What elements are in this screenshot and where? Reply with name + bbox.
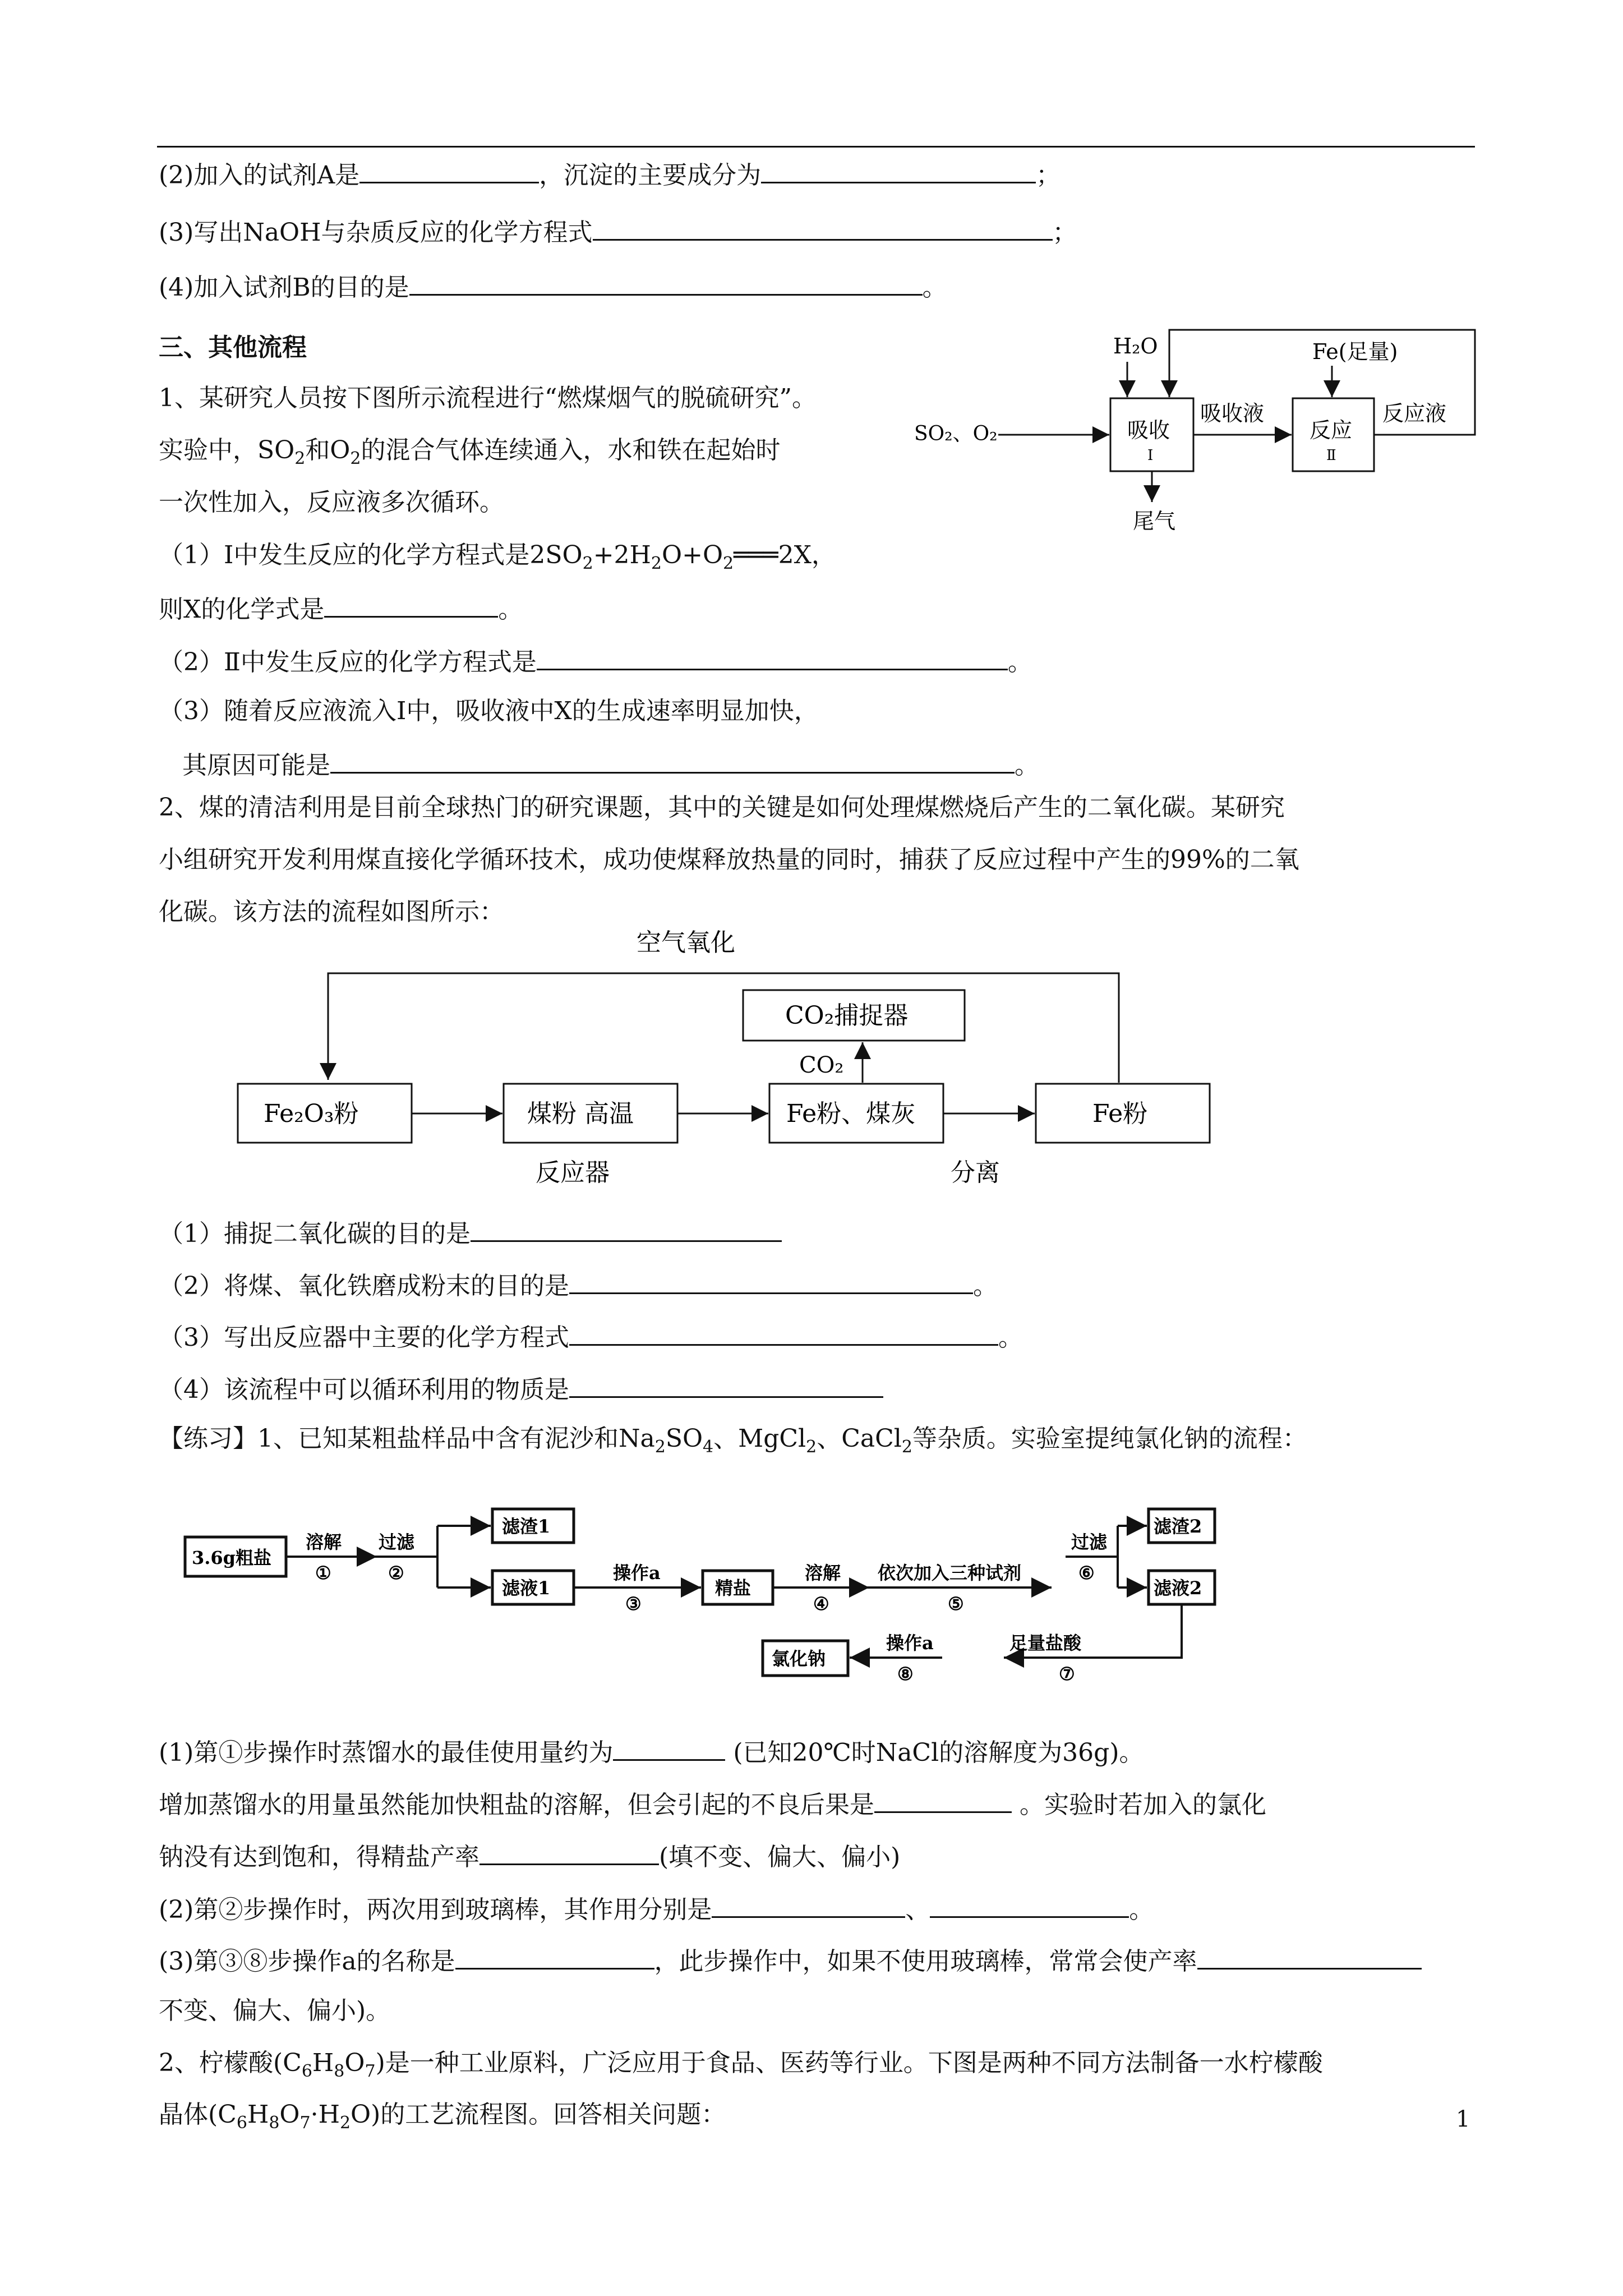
step2-num: ②: [388, 1562, 404, 1584]
practice-q3-line2: 不变、偏大、偏小)。: [159, 1996, 391, 2025]
filtrate1-label: 滤液1: [502, 1577, 551, 1599]
air-oxidation-label: 空气氧化: [637, 928, 735, 957]
p1-line3: 一次性加入，反应液多次循环。: [159, 488, 504, 517]
p2-line2: 小组研究开发利用煤直接化学循环技术，成功使煤释放热量的同时，捕获了反应过程中产生的99%的二氧: [159, 845, 1299, 874]
answer-blank[interactable]: [613, 1733, 725, 1761]
input-label: SO₂、O₂: [914, 422, 998, 445]
answer-blank[interactable]: [1197, 1942, 1422, 1970]
p2-q4: （4）该流程中可以循环利用的物质是: [159, 1370, 883, 1407]
reactor-label: 反应器: [536, 1158, 610, 1187]
p2-line3: 化碳。该方法的流程如图所示：: [159, 898, 504, 926]
q2-line: (2)加入的试剂A是 ，沉淀的主要成分为 ；: [159, 156, 1061, 192]
step5-label: 依次加入三种试剂: [878, 1562, 1022, 1584]
p1-q1: （1）Ⅰ中发生反应的化学方程式是$2SO_2+2H_2O+O_2═══2X$，: [159, 541, 836, 573]
answer-blank[interactable]: [324, 590, 498, 618]
co2-capture-label: CO₂捕捉器: [785, 1001, 909, 1030]
practice-p2-line2: 晶体$(C_6H_8O_7\cdot H_2O)$的工艺流程图。回答相关问题：: [159, 2100, 726, 2133]
step6-label: 过滤: [1071, 1531, 1108, 1553]
step4-num: ④: [813, 1593, 829, 1614]
practice-q2: (2)第②步操作时，两次用到玻璃棒，其作用分别是 、 。: [159, 1890, 1154, 1927]
salt-purification-diagram: [168, 1481, 1267, 1694]
step8-label: 操作a: [886, 1632, 934, 1654]
answer-blank[interactable]: [409, 268, 923, 296]
answer-blank[interactable]: [569, 1267, 973, 1294]
practice-q1-line2: 增加蒸馏水的用量虽然能加快粗盐的溶解，但会引起的不良后果是 。实验时若加入的氯化: [159, 1786, 1266, 1822]
answer-blank[interactable]: [471, 1214, 782, 1242]
absorb-label: 吸收: [1127, 418, 1170, 443]
p1-q1-line2: 则X的化学式是 。: [159, 590, 523, 627]
p1-q2: （2）Ⅱ中发生反应的化学方程式是 。: [159, 643, 1032, 679]
residue1-label: 滤渣1: [502, 1516, 551, 1537]
answer-blank[interactable]: [874, 1786, 1012, 1813]
out-label: 反应液: [1382, 401, 1447, 426]
recycle-arrow: [328, 973, 1119, 1083]
practice-line1: 【练习】1、已知某粗盐样品中含有泥沙和$Na_2SO_4$、MgCl$_2$、CaCl$_2$等杂质。实验室提纯氯化钠的流程：: [159, 1424, 1307, 1457]
fine-salt-label: 精盐: [715, 1577, 751, 1599]
step1-label: 溶解: [306, 1531, 342, 1553]
p1-q3-line2: 其原因可能是 。: [182, 746, 1039, 783]
fe2o3-label: Fe₂O₃粉: [264, 1099, 359, 1128]
answer-blank[interactable]: [359, 156, 539, 183]
p2-line1: 2、煤的清洁利用是目前全球热门的研究课题，其中的关键是如何处理煤燃烧后产生的二氧化碳。某研究: [159, 793, 1285, 822]
step8-num: ⑧: [897, 1663, 914, 1685]
react-num: Ⅱ: [1326, 447, 1336, 464]
p2-q2: （2）将煤、氧化铁磨成粉末的目的是 。: [159, 1267, 998, 1303]
header-rule: [157, 146, 1475, 148]
page-number: 1: [1456, 2106, 1470, 2132]
mid-label: 吸收液: [1200, 401, 1265, 426]
answer-blank[interactable]: [930, 1890, 1129, 1918]
separate-label: 分离: [951, 1158, 1000, 1187]
practice-p2-line1: 2、柠檬酸$(C_6H_8O_7)$是一种工业原料，广泛应用于食品、医药等行业。下图是两种不同方法制备一水柠檬酸: [159, 2049, 1323, 2081]
answer-blank[interactable]: [569, 1318, 998, 1346]
chemical-looping-diagram: [230, 920, 1223, 1195]
fe-ash-label: Fe粉、煤灰: [786, 1099, 916, 1128]
desulfurization-flow-diagram: [914, 320, 1486, 544]
nacl-label: 氯化钠: [772, 1648, 826, 1669]
h2o-label: H₂O: [1113, 334, 1158, 358]
answer-blank[interactable]: [330, 746, 1015, 774]
tail-label: 尾气: [1133, 509, 1176, 533]
p1-line2: 实验中，$SO_2$和$O_2$的混合气体连续通入，水和铁在起始时: [159, 436, 781, 468]
step3-num: ③: [625, 1593, 642, 1614]
p1-q3: （3）随着反应液流入Ⅰ中，吸收液中X的生成速率明显加快，: [159, 697, 819, 725]
step1-num: ①: [315, 1562, 331, 1584]
co2-label: CO₂: [799, 1052, 844, 1078]
answer-blank[interactable]: [761, 156, 1036, 183]
crude-salt-label: 3.6g粗盐: [192, 1547, 272, 1568]
p2-q3: （3）写出反应器中主要的化学方程式 。: [159, 1318, 1023, 1355]
step7-num: ⑦: [1059, 1663, 1075, 1685]
fe-label: Fe(足量): [1312, 339, 1398, 364]
step4-label: 溶解: [805, 1562, 841, 1584]
absorb-num: Ⅰ: [1147, 447, 1154, 464]
practice-q3: (3)第③⑧步操作a的名称是 ，此步操作中，如果不使用玻璃棒，常常会使产率: [159, 1942, 1422, 1978]
answer-blank[interactable]: [593, 213, 1053, 241]
step2-label: 过滤: [379, 1531, 415, 1553]
section-heading: 三、其他流程: [159, 333, 307, 362]
practice-q1: (1)第①步操作时蒸馏水的最佳使用量约为 (已知20℃时NaCl的溶解度为36g)。: [159, 1733, 1144, 1770]
answer-blank[interactable]: [479, 1838, 659, 1865]
fe-powder-label: Fe粉: [1092, 1099, 1148, 1128]
residue2-label: 滤渣2: [1154, 1516, 1202, 1537]
q3-line: (3)写出NaOH与杂质反应的化学方程式 ；: [159, 213, 1077, 250]
p1-line1: 1、某研究人员按下图所示流程进行“燃煤烟气的脱硫研究”。: [159, 384, 817, 412]
q4-line: (4)加入试剂B的目的是 。: [159, 268, 947, 305]
step7-label: 足量盐酸: [1009, 1632, 1082, 1654]
answer-blank[interactable]: [712, 1890, 905, 1918]
practice-q1-line3: 钠没有达到饱和，得精盐产率 (填不变、偏大、偏小): [159, 1838, 900, 1874]
answer-blank[interactable]: [537, 643, 1008, 670]
p2-q1: （1）捕捉二氧化碳的目的是: [159, 1214, 782, 1251]
react-label: 反应: [1310, 418, 1353, 443]
step3-label: 操作a: [613, 1562, 661, 1584]
reactor-content: 煤粉 高温: [527, 1099, 634, 1128]
filtrate2-label: 滤液2: [1154, 1577, 1202, 1599]
step5-num: ⑤: [948, 1593, 964, 1614]
answer-blank[interactable]: [455, 1942, 654, 1970]
step6-num: ⑥: [1078, 1562, 1095, 1584]
answer-blank[interactable]: [569, 1370, 883, 1398]
